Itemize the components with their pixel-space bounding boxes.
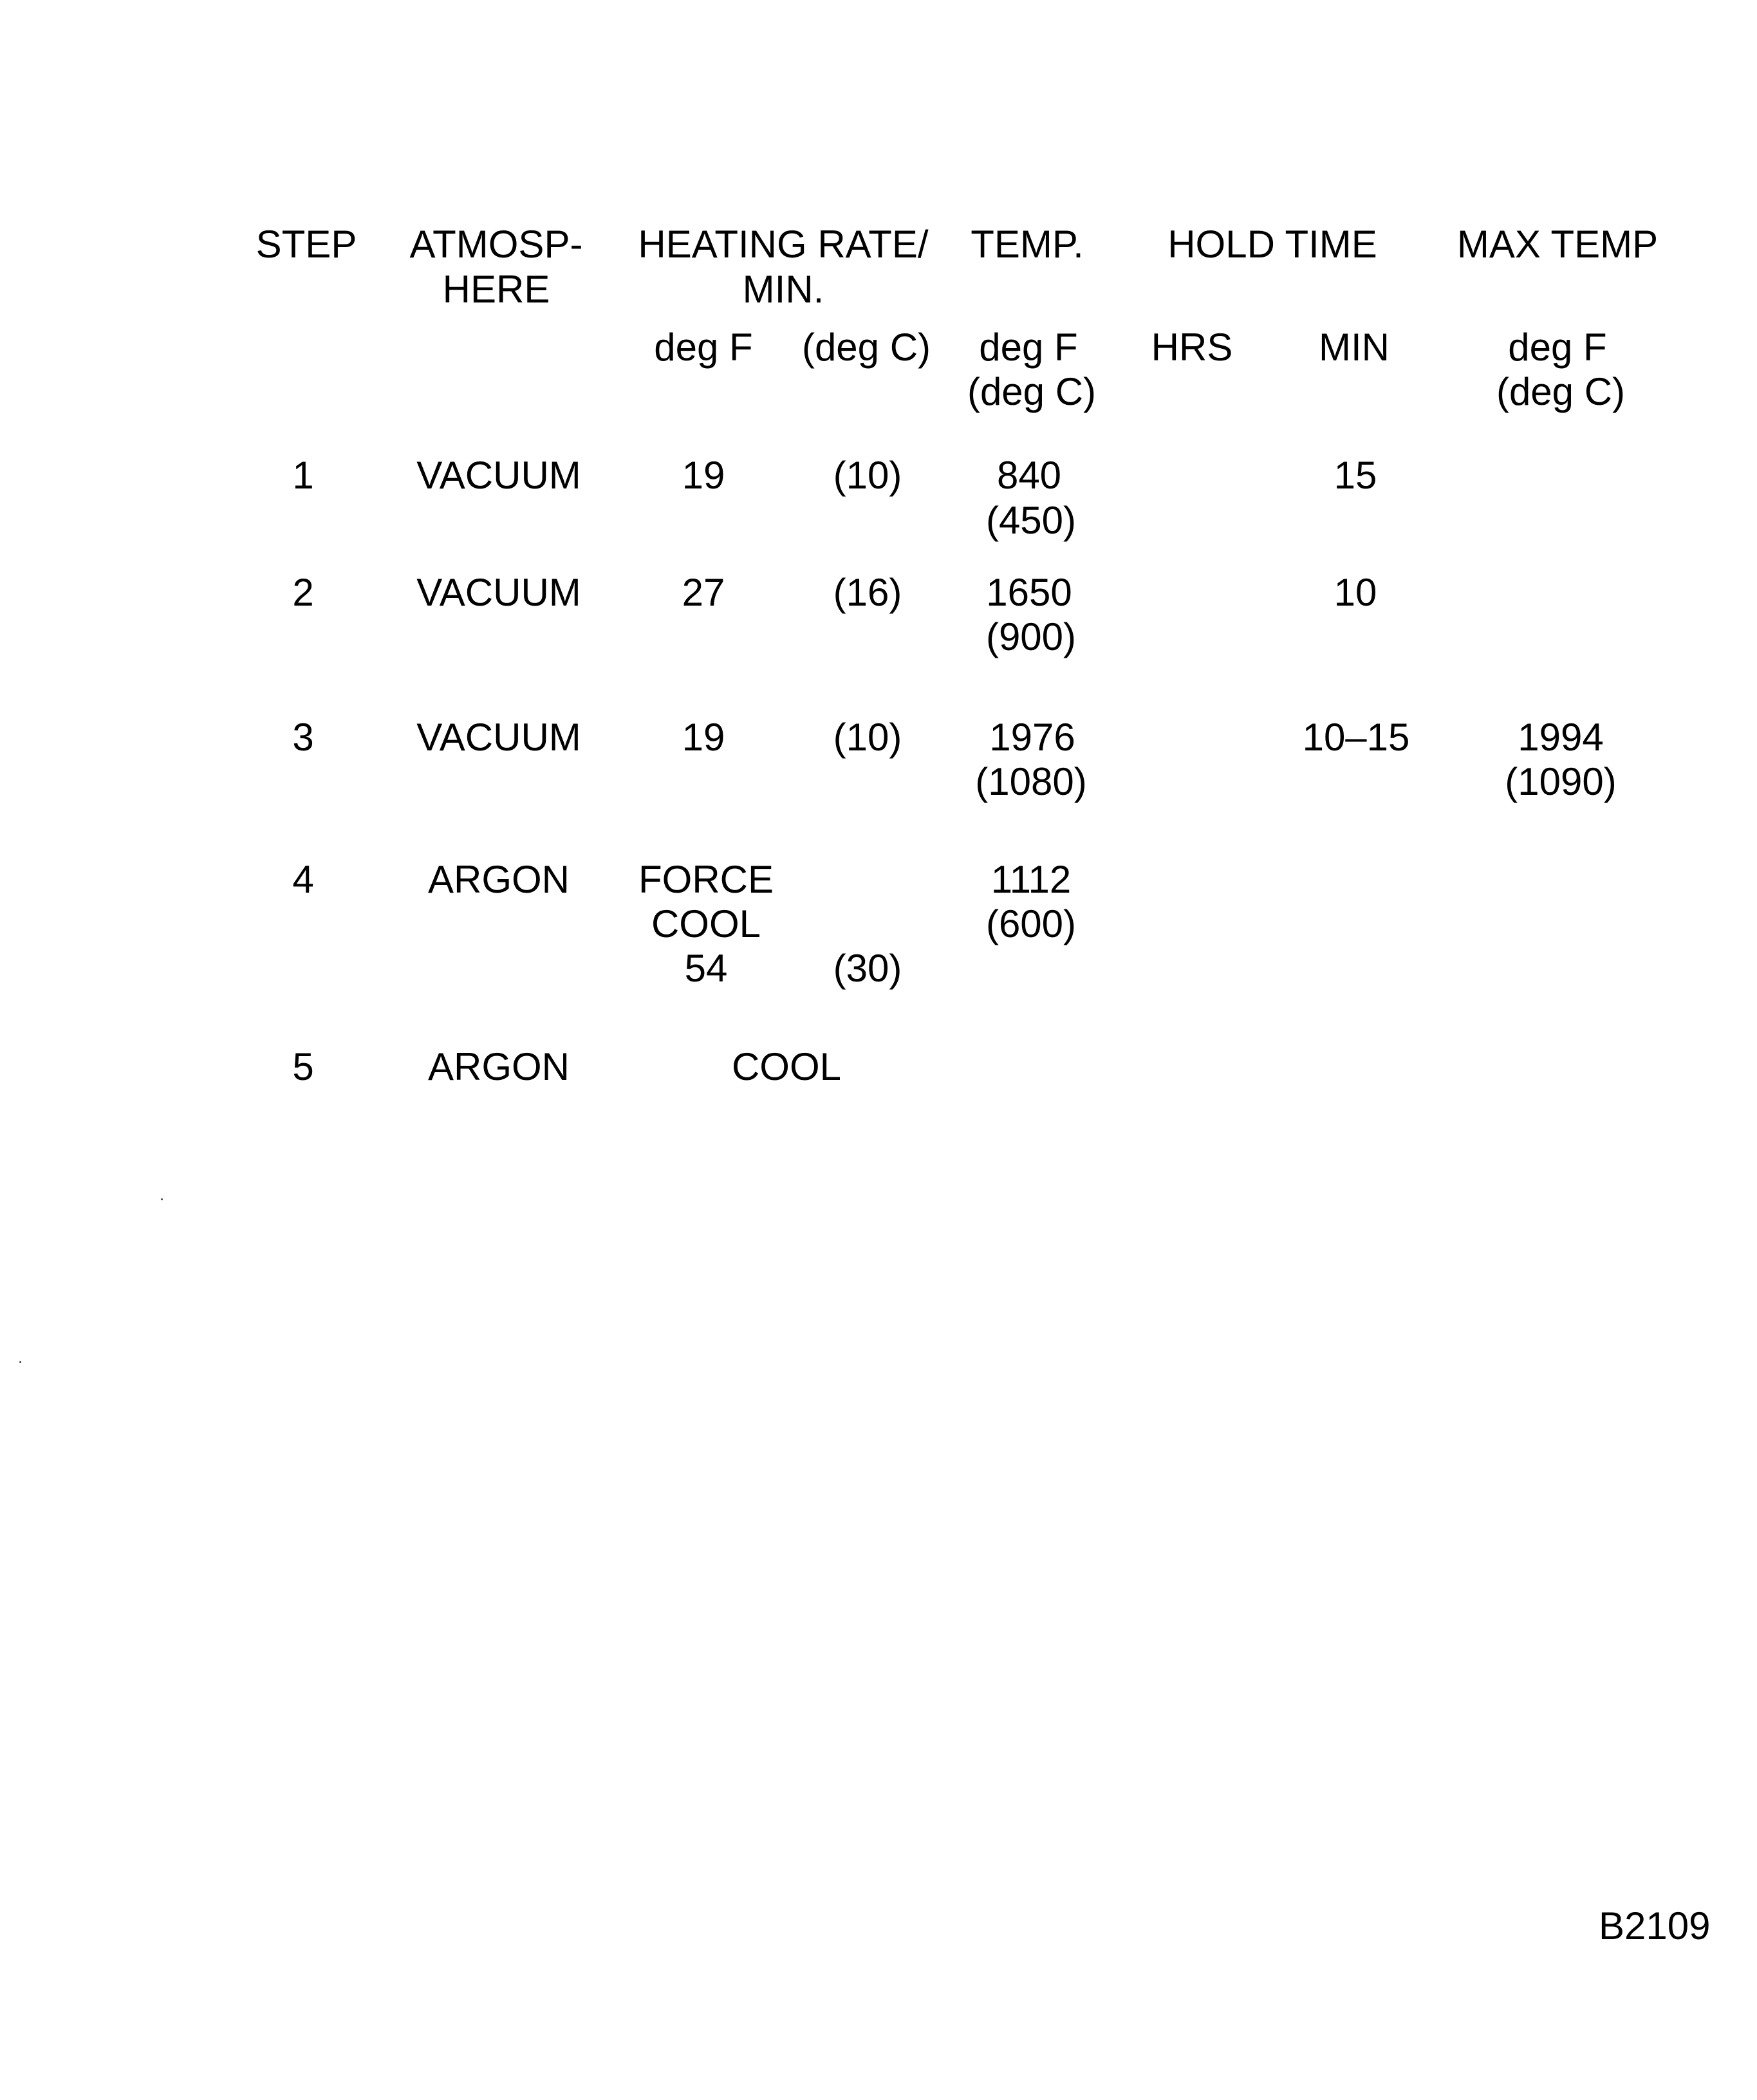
subheader-rate-deg-f: deg F bbox=[654, 326, 753, 369]
header-atmosphere-line2: HERE bbox=[442, 268, 550, 311]
cell-temp-c: (600) bbox=[985, 902, 1077, 945]
header-hold-time: HOLD TIME bbox=[1167, 223, 1377, 266]
figure-id: B2109 bbox=[1599, 1904, 1711, 1947]
subheader-max-deg-f: deg F bbox=[1508, 326, 1607, 369]
cell-temp-c: (450) bbox=[985, 499, 1077, 542]
cell-rate-f: 54 bbox=[684, 947, 728, 990]
cell-atmosphere: VACUUM bbox=[416, 454, 581, 497]
cell-rate-c: (30) bbox=[833, 947, 902, 990]
cell-atmosphere: VACUUM bbox=[416, 571, 581, 614]
cell-step: 2 bbox=[292, 571, 314, 614]
cell-atmosphere: ARGON bbox=[427, 858, 570, 901]
cell-hold-min: 15 bbox=[1334, 454, 1377, 497]
cell-step: 4 bbox=[292, 858, 314, 901]
scan-speck bbox=[161, 1198, 163, 1200]
subheader-hrs: HRS bbox=[1151, 326, 1233, 369]
cell-temp-f: 840 bbox=[996, 454, 1062, 497]
cell-temp-c: (1080) bbox=[975, 760, 1087, 803]
cell-rate-label: COOL bbox=[731, 1045, 842, 1088]
header-heating-rate-line1: HEATING RATE/ bbox=[638, 223, 929, 266]
header-heating-rate-line2: MIN. bbox=[742, 268, 824, 311]
subheader-temp-deg-f: deg F bbox=[979, 326, 1078, 369]
scan-speck bbox=[19, 1361, 21, 1363]
cell-hold-min: 10–15 bbox=[1302, 716, 1410, 759]
subheader-temp-deg-c: (deg C) bbox=[967, 370, 1097, 413]
cell-max-f: 1994 bbox=[1518, 716, 1604, 759]
subheader-max-deg-c: (deg C) bbox=[1496, 370, 1626, 413]
cell-atmosphere: VACUUM bbox=[416, 716, 581, 759]
cell-step: 1 bbox=[292, 454, 314, 497]
cell-rate-label-line2: COOL bbox=[651, 902, 761, 945]
cell-temp-c: (900) bbox=[985, 615, 1077, 658]
cell-step: 5 bbox=[292, 1045, 314, 1088]
cell-rate-c: (10) bbox=[833, 716, 902, 759]
cell-rate-f: 19 bbox=[682, 454, 725, 497]
cell-step: 3 bbox=[292, 716, 314, 759]
cell-temp-f: 1112 bbox=[990, 858, 1072, 901]
cell-temp-f: 1976 bbox=[989, 716, 1075, 759]
cell-temp-f: 1650 bbox=[986, 571, 1072, 614]
cell-rate-f: 27 bbox=[682, 571, 725, 614]
header-atmosphere-line1: ATMOSP- bbox=[409, 223, 583, 266]
subheader-rate-deg-c: (deg C) bbox=[801, 326, 931, 369]
header-step: STEP bbox=[256, 223, 357, 266]
cell-atmosphere: ARGON bbox=[427, 1045, 570, 1088]
cell-rate-f: 19 bbox=[682, 716, 725, 759]
subheader-min: MIN bbox=[1319, 326, 1390, 369]
cell-hold-min: 10 bbox=[1334, 571, 1377, 614]
header-max-temp: MAX TEMP bbox=[1456, 223, 1659, 266]
cell-rate-c: (10) bbox=[833, 454, 902, 497]
cell-max-c: (1090) bbox=[1505, 760, 1617, 803]
header-temp: TEMP. bbox=[971, 223, 1084, 266]
cell-rate-label-line1: FORCE bbox=[638, 858, 774, 901]
cell-rate-c: (16) bbox=[833, 571, 902, 614]
